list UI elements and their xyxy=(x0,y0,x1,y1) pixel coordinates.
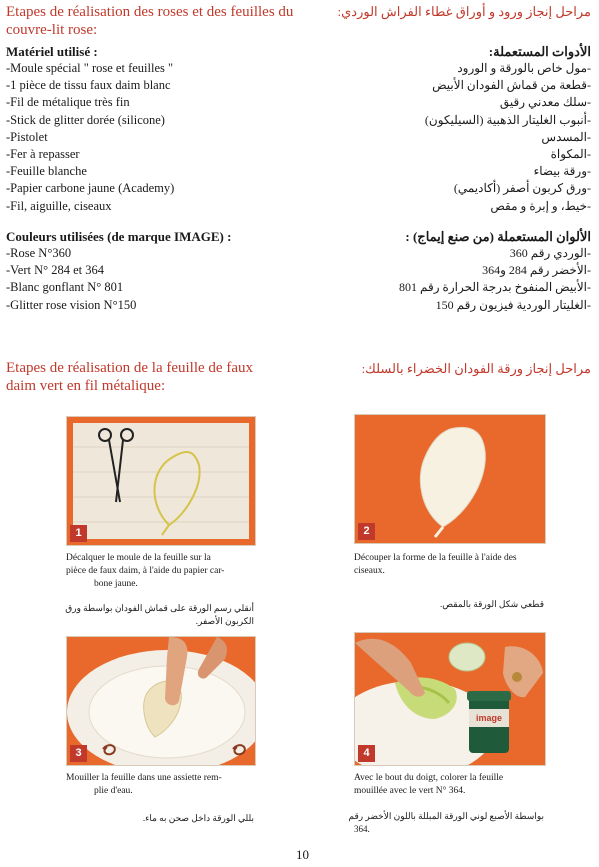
colors-list-ar xyxy=(321,245,591,314)
list-item: -Fil de métalique très fin xyxy=(6,95,130,110)
leaf-in-plate-photo-icon xyxy=(67,637,255,765)
list-item: -مول خاص بالورقة و الورود xyxy=(457,61,591,75)
list-item: -أنبوب الغليتار الذهبية (السيليكون) xyxy=(424,112,591,127)
step4-caption-fr xyxy=(354,772,554,798)
caption-line: bone jaune. xyxy=(94,579,138,589)
materials-list-fr xyxy=(6,60,296,215)
caption-line: pièce de faux daim, à l'aide du papier car- xyxy=(66,566,225,576)
materials-header-fr: Matériel utilisé : xyxy=(6,44,98,59)
step4-photo xyxy=(354,632,546,766)
cut-leaf-photo-icon xyxy=(355,415,545,543)
caption-line: 364. xyxy=(354,824,370,834)
caption-line: Découper la forme de la feuille à l'aide des xyxy=(354,553,517,563)
step4-caption-ar xyxy=(348,810,544,836)
colors-list-fr xyxy=(6,245,296,314)
section1-title-fr xyxy=(6,3,326,39)
step1-caption-ar xyxy=(66,602,254,628)
list-item: -Pistolet xyxy=(6,129,48,144)
list-item: -Fil, aiguille, ciseaux xyxy=(6,198,112,213)
step-number-badge: 4 xyxy=(358,745,375,762)
list-item: -الوردي رقم 360 xyxy=(509,246,591,260)
list-item: -خيط، و إبرة و مقص xyxy=(490,198,591,213)
list-item: -المكواة xyxy=(550,147,591,162)
list-item: -Moule spécial " rose et feuilles " xyxy=(6,61,174,75)
list-item: -Glitter rose vision N°150 xyxy=(6,297,137,312)
caption-line: أنقلي رسم الورقة على قماش الفودان بواسطة ورق xyxy=(65,603,254,613)
step2-photo xyxy=(354,414,546,544)
step2-caption-ar xyxy=(354,598,544,611)
list-item: -الأبيض المنفوخ بدرجة الحرارة رقم 801 xyxy=(399,280,591,295)
step3-photo xyxy=(66,636,256,766)
list-item: -Blanc gonflant N° 801 xyxy=(6,280,124,295)
step3-caption-ar xyxy=(66,812,254,825)
paint-jar-label: image xyxy=(475,713,503,723)
materials-list-ar xyxy=(321,60,591,215)
list-item: -Papier carbone jaune (Academy) xyxy=(6,181,175,196)
list-item: -ورقة بيضاء xyxy=(533,164,591,179)
list-item: -سلك معدني رقيق xyxy=(499,95,591,110)
section1-title-fr-line: Etapes de réalisation des roses et des feuilles du xyxy=(6,4,294,20)
step1-photo xyxy=(66,416,256,546)
list-item: -1 pièce de tissu faux daim blanc xyxy=(6,78,171,93)
caption-line: بللي الورقة داخل صحن به ماء. xyxy=(142,813,254,823)
section2-title-fr xyxy=(6,359,326,395)
caption-line: بواسطة الأصبع لوني الورقة المبللة باللون الأخضر رقم xyxy=(348,811,544,821)
step3-caption-fr xyxy=(66,772,256,798)
caption-line: الكربون الأصفر. xyxy=(195,616,254,626)
caption-line: plie d'eau. xyxy=(94,786,133,796)
caption-line: Avec le bout du doigt, colorer la feuille xyxy=(354,773,504,783)
coloring-leaf-paint-jar-photo-icon xyxy=(355,633,545,765)
step-number-badge: 2 xyxy=(358,523,375,540)
list-item: -المسدس xyxy=(541,129,591,144)
caption-line: ciseaux. xyxy=(354,566,385,576)
colors-header-fr: Couleurs utilisées (de marque IMAGE) : xyxy=(6,229,232,244)
materials-header-ar: الأدوات المستعملة: xyxy=(488,44,591,59)
scissors-leaf-outline-photo-icon xyxy=(67,417,255,545)
step-number-badge: 3 xyxy=(70,745,87,762)
colors-header-ar: الألوان المستعملة (من صنع إيماج) : xyxy=(405,229,591,244)
section1-title-fr-line: couvre-lit rose: xyxy=(6,22,98,38)
list-item: -Feuille blanche xyxy=(6,164,87,179)
list-item: -قطعة من قماش الفودان الأبيض xyxy=(432,78,591,93)
list-item: -Rose N°360 xyxy=(6,246,72,260)
section2-title-ar: مراحل إنجاز ورقة الفودان الخضراء بالسلك: xyxy=(361,361,591,376)
caption-line: Décalquer le moule de la feuille sur la xyxy=(66,553,211,563)
page-number: 10 xyxy=(296,847,309,862)
list-item: -الغليتار الوردية فيزيون رقم 150 xyxy=(435,297,591,312)
list-item: -Stick de glitter dorée (silicone) xyxy=(6,112,165,127)
list-item: -Vert N° 284 et 364 xyxy=(6,263,105,278)
caption-line: Mouiller la feuille dans une assiette rem- xyxy=(66,773,222,783)
caption-line: mouillée avec le vert N° 364. xyxy=(354,786,466,796)
section2-title-fr-line: Etapes de réalisation de la feuille de faux xyxy=(6,360,253,376)
list-item: -الأخضر رقم 284 و364 xyxy=(482,263,591,278)
section2-title-fr-line: daim vert en fil métalique: xyxy=(6,378,166,394)
step1-caption-fr xyxy=(66,552,256,591)
list-item: -ورق كربون أصفر (أكاديمي) xyxy=(453,181,591,196)
caption-line: قطعي شكل الورقة بالمقص. xyxy=(440,599,544,609)
section1-title-ar: مراحل إنجاز ورود و أوراق غطاء الفراش الوردي: xyxy=(337,4,591,19)
step2-caption-fr xyxy=(354,552,554,578)
step-number-badge: 1 xyxy=(70,525,87,542)
list-item: -Fer à repasser xyxy=(6,147,80,162)
